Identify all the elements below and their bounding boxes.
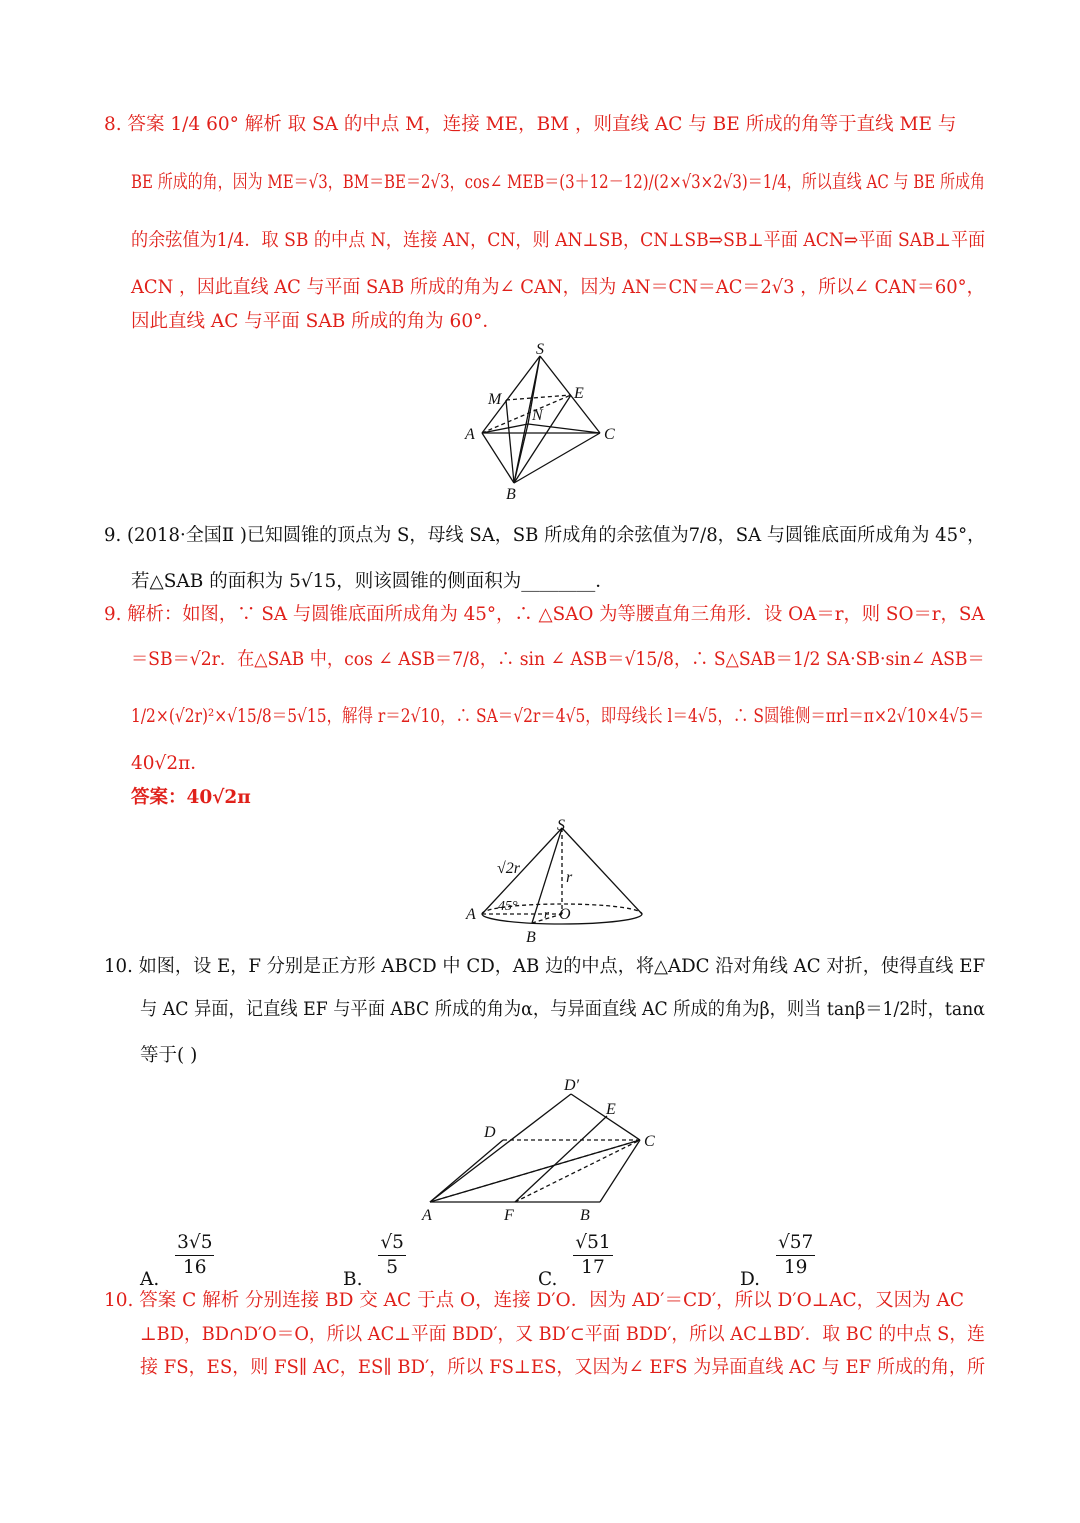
q10-label-D: D — [484, 1124, 496, 1141]
q9-label-r-height: r — [566, 869, 573, 886]
q10-solution-line-3: 接 FS，ES，则 FS∥ AC，ES∥ BD′，所以 FS⊥ES，又因为∠ EFS 为异面直线 AC 与 EF 所成的角，所 — [140, 1357, 986, 1378]
q10-option-d-num: √57 — [776, 1234, 815, 1256]
q10-label-F: F — [504, 1207, 514, 1224]
q9-solution-line-1: 9. 解析：如图，∵ SA 与圆锥底面所成角为 45°，∴ △SAO 为等腰直角三角形．设 OA＝r，则 SO＝r，SA — [104, 604, 985, 625]
q8-line-3: 的余弦值为1/4．取 SB 的中点 N，连接 AN，CN，则 AN⊥SB，CN⊥SB⇒SB⊥平面 ACN⇒平面 SAB⊥平面 — [131, 230, 986, 251]
q9-label-A: A — [466, 906, 476, 923]
q10-problem-line-2: 与 AC 异面，记直线 EF 与平面 ABC 所成的角为α，与异面直线 AC 所成的角为β，则当 tanβ＝1/2时，tanα — [140, 999, 985, 1020]
q9-label-r-base: r — [544, 906, 550, 921]
q8-line-1: 8. 答案 1/4 60° 解析 取 SA 的中点 M，连接 ME，BM ，则直线 AC 与 BE 所成的角等于直线 ME 与 — [104, 114, 957, 135]
q10-option-d — [740, 1232, 815, 1290]
q10-label-B: B — [580, 1207, 590, 1224]
q10-label-C: C — [644, 1133, 655, 1150]
q10-option-c-num: √51 — [573, 1234, 612, 1256]
q10-option-a — [140, 1232, 214, 1290]
q10-problem-line-1: 10. 如图，设 E，F 分别是正方形 ABCD 中 CD，AB 边的中点，将△ADC 沿对角线 AC 对折，使得直线 EF — [104, 956, 986, 977]
q8-line-4: ACN ，因此直线 AC 与平面 SAB 所成的角为∠ CAN，因为 AN＝CN＝AC＝2√3 ，所以∠ CAN＝60°， — [131, 277, 985, 298]
q8-figure — [458, 342, 638, 502]
q10-option-b-num: √5 — [378, 1234, 406, 1256]
q10-option-b-den: 5 — [386, 1256, 399, 1278]
q8-line-5: 因此直线 AC 与平面 SAB 所成的角为 60°． — [131, 311, 501, 332]
q9-label-O: O — [559, 906, 571, 923]
q10-option-b-letter: B. — [343, 1268, 363, 1290]
q10-label-E: E — [606, 1101, 616, 1118]
q9-problem-line-1: 9. (2018·全国Ⅱ )已知圆锥的顶点为 S，母线 SA，SB 所成角的余弦值为7/8，SA 与圆锥底面所成角为 45°， — [104, 525, 986, 546]
q10-solution-line-2: ⊥BD，BD∩D′O＝O，所以 AC⊥平面 BDD′，又 BD′⊂平面 BDD′，所以 AC⊥BD′．取 BC 的中点 S，连 — [140, 1324, 985, 1345]
q9-label-sqrt2r: √2r — [497, 860, 521, 877]
q8-label-E: E — [574, 385, 584, 402]
q10-option-d-letter: D. — [740, 1268, 761, 1290]
q9-solution-line-2: ＝SB＝√2r．在△SAB 中，cos ∠ ASB＝7/8，∴ sin ∠ ASB＝√15/8，∴ S△SAB＝1/2 SA·SB·sin∠ ASB＝ — [131, 649, 985, 670]
q10-figure — [418, 1074, 678, 1224]
q10-option-b — [343, 1232, 406, 1290]
q8-label-B: B — [506, 486, 516, 502]
q9-solution-line-3: 1/2×(√2r)²×√15/8＝5√15，解得 r＝2√10，∴ SA＝√2r＝4√5，即母线长 l＝4√5，∴ S圆锥侧＝πrl＝π×2√10×4√5＝ — [131, 706, 985, 727]
q9-figure — [460, 818, 650, 948]
q10-problem-line-3: 等于( ) — [140, 1045, 198, 1066]
q9-label-S: S — [557, 818, 565, 834]
q9-problem-line-2: 若△SAB 的面积为 5√15，则该圆锥的侧面积为________． — [131, 571, 614, 592]
q10-option-c-den: 17 — [581, 1256, 605, 1278]
q8-label-S: S — [536, 342, 544, 358]
q9-answer: 答案：40√2π — [131, 787, 251, 808]
q10-label-Dprime: D′ — [564, 1077, 580, 1094]
q9-solution-line-4: 40√2π． — [131, 753, 209, 774]
q10-label-A: A — [422, 1207, 432, 1224]
q10-option-d-den: 19 — [783, 1256, 808, 1278]
q10-option-c — [538, 1232, 613, 1290]
q8-label-A: A — [465, 426, 475, 443]
q9-label-B: B — [526, 929, 536, 946]
q10-option-c-letter: C. — [538, 1268, 558, 1290]
q10-solution-line-1: 10. 答案 C 解析 分别连接 BD 交 AC 于点 O，连接 D′O．因为 AD′＝CD′，所以 D′O⊥AC，又因为 AC — [104, 1290, 965, 1311]
q8-label-C: C — [604, 426, 615, 443]
q8-label-N: N — [532, 407, 543, 424]
q8-line-2: BE 所成的角，因为 ME＝√3，BM＝BE＝2√3，cos∠ MEB＝(3＋12－12)/(2×√3×2√3)＝1/4，所以直线 AC 与 BE 所成角 — [131, 172, 985, 193]
q10-option-a-num: 3√5 — [175, 1234, 214, 1256]
q10-option-a-den: 16 — [183, 1256, 207, 1278]
q9-label-45: 45° — [498, 899, 518, 914]
q10-option-a-letter: A. — [140, 1268, 160, 1290]
q8-label-M: M — [488, 391, 502, 408]
